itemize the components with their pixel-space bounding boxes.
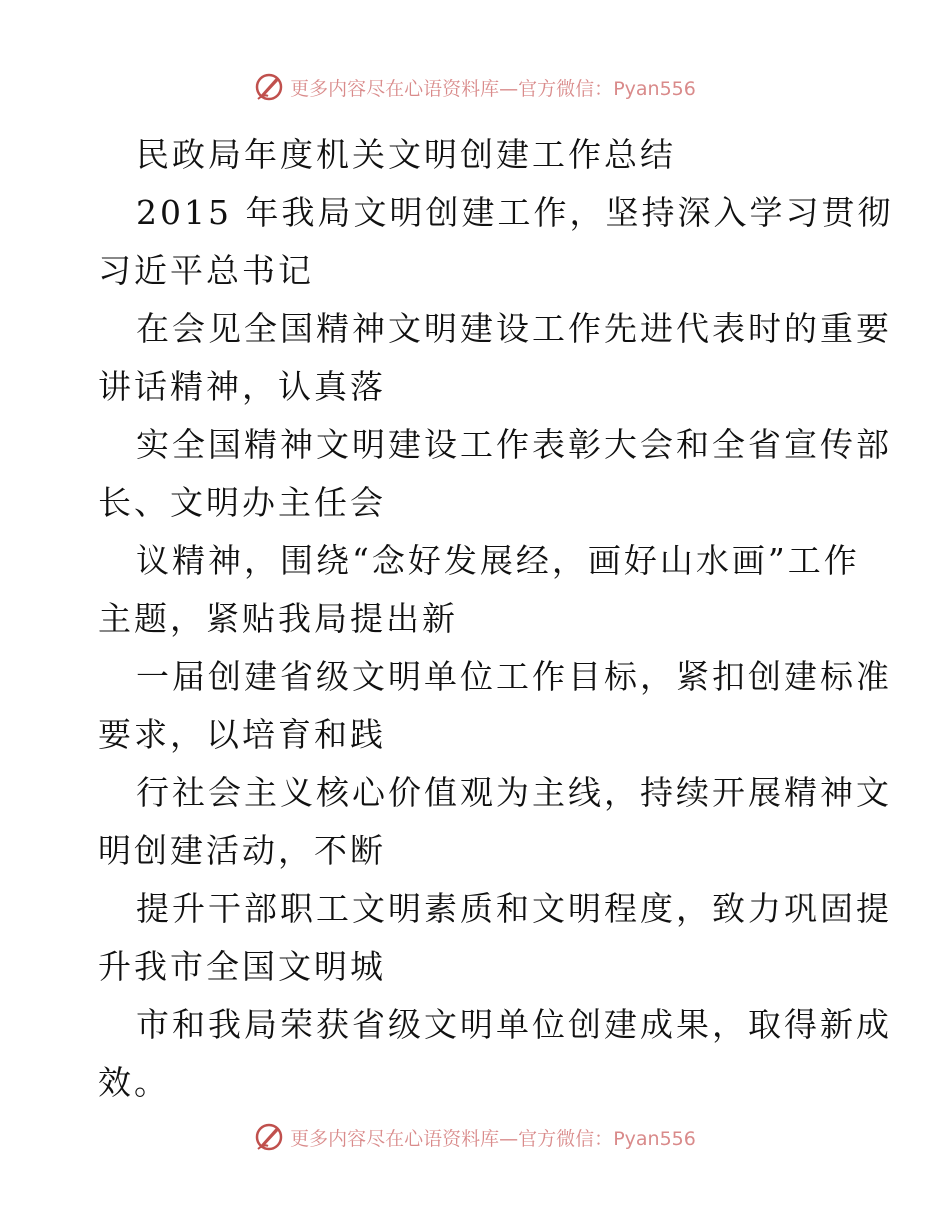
- paragraph-line: 要求，以培育和践: [98, 715, 386, 754]
- paragraph-line: 2015 年我局文明创建工作，坚持深入学习贯彻: [136, 193, 894, 232]
- watermark-wechat-id: Pyan556: [613, 77, 696, 100]
- paragraph-line: 长、文明办主任会: [98, 483, 386, 522]
- paragraph-line: 行社会主义核心价值观为主线，持续开展精神文: [136, 773, 892, 812]
- paragraph-line: 习近平总书记: [98, 251, 314, 290]
- watermark-brand: 更多内容尽在心语资料库: [290, 1127, 500, 1150]
- document-body: [98, 126, 894, 1112]
- paragraph-line: 效。: [98, 1063, 170, 1102]
- watermark-text: [290, 74, 696, 101]
- paragraph-line: 主题，紧贴我局提出新: [98, 599, 458, 638]
- paragraph-line: 在会见全国精神文明建设工作先进代表时的重要: [136, 309, 892, 348]
- quill-logo-icon: [254, 72, 284, 102]
- watermark-wechat-label: 官方微信：: [518, 77, 614, 100]
- quill-logo-icon: [254, 1122, 284, 1152]
- watermark-separator: —: [499, 1127, 519, 1150]
- watermark-wechat-id: Pyan556: [613, 1127, 696, 1150]
- watermark-separator: —: [499, 77, 519, 100]
- paragraph-line: 提升干部职工文明素质和文明程度，致力巩固提: [136, 889, 892, 928]
- paragraph-line: 市和我局荣获省级文明单位创建成果，取得新成: [136, 1005, 892, 1044]
- paragraph-line: 议精神，围绕“念好发展经，画好山水画”工作: [136, 541, 860, 580]
- paragraph-line: 升我市全国文明城: [98, 947, 386, 986]
- watermark-text: [290, 1124, 696, 1151]
- paragraph-line: 明创建活动，不断: [98, 831, 386, 870]
- document-title: 民政局年度机关文明创建工作总结: [136, 135, 676, 174]
- paragraph-line: 讲话精神，认真落: [98, 367, 386, 406]
- watermark-brand: 更多内容尽在心语资料库: [290, 77, 500, 100]
- header-watermark: [0, 72, 950, 102]
- paragraph-line: 实全国精神文明建设工作表彰大会和全省宣传部: [136, 425, 892, 464]
- footer-watermark: [0, 1122, 950, 1152]
- paragraph-line: 一届创建省级文明单位工作目标，紧扣创建标准: [136, 657, 892, 696]
- watermark-wechat-label: 官方微信：: [518, 1127, 614, 1150]
